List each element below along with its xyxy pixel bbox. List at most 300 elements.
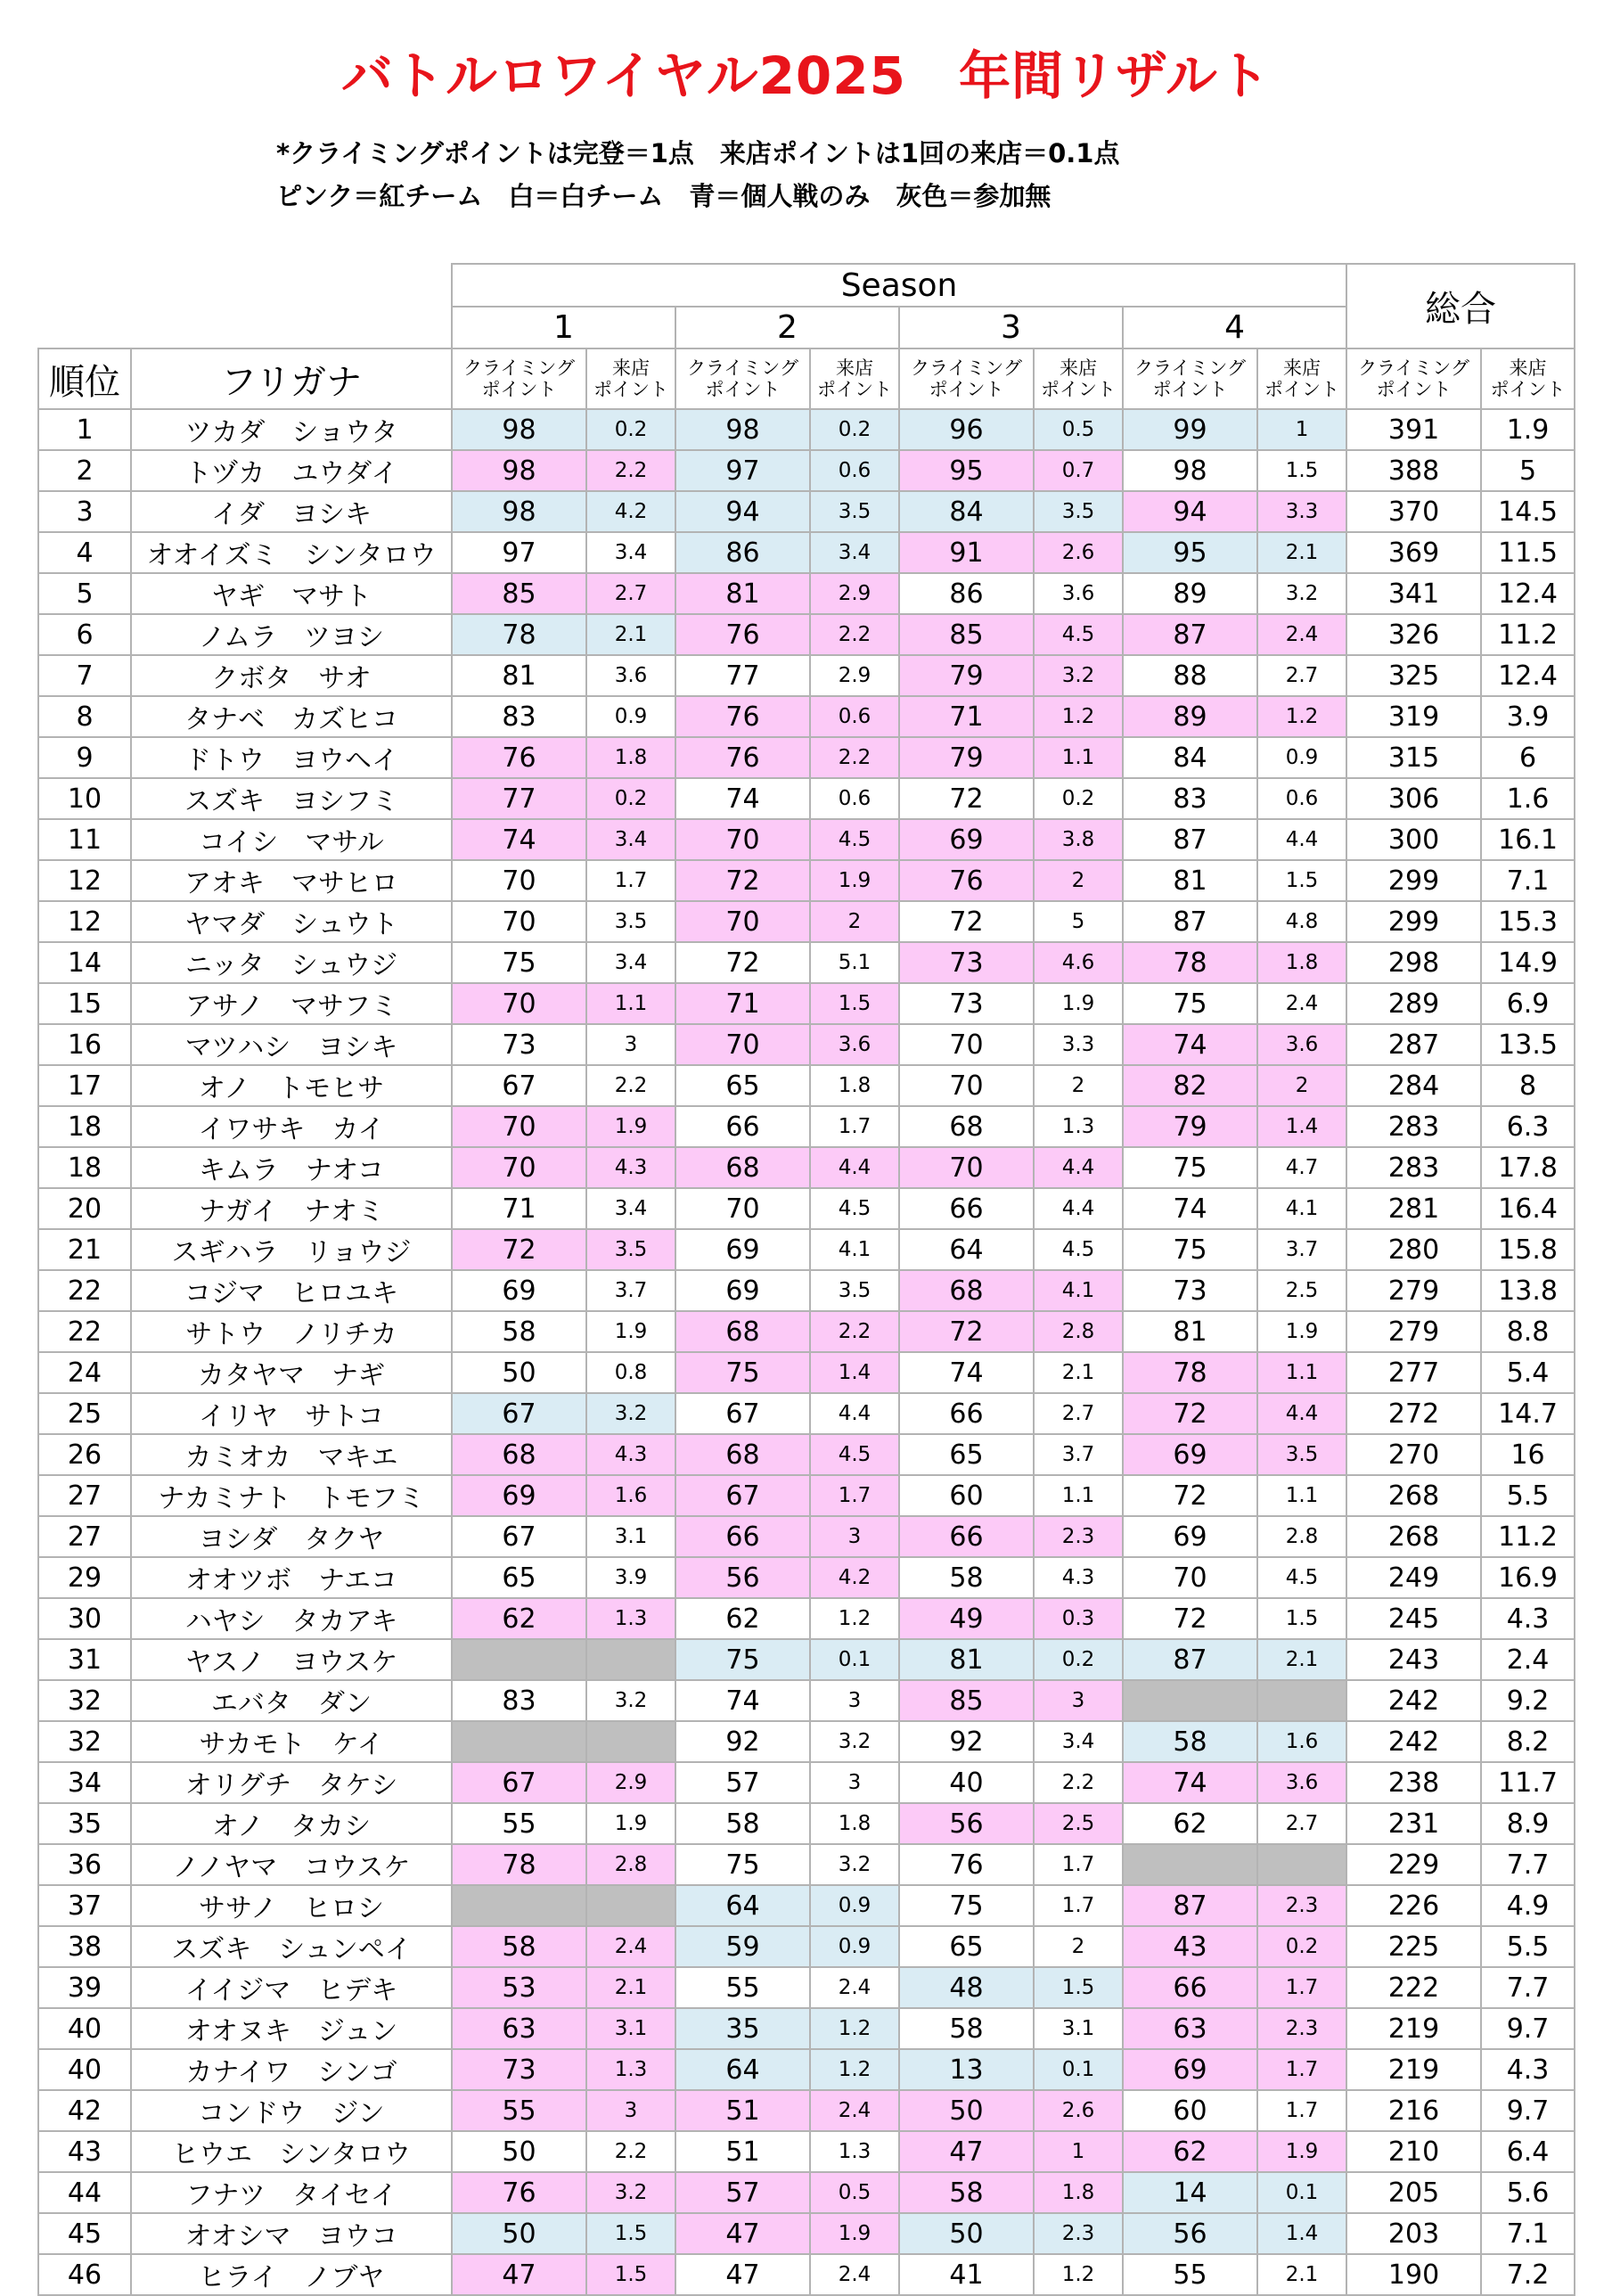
season-4-visit-cell: 1.7	[1257, 1967, 1346, 2008]
total-climb-cell: 243	[1346, 1639, 1481, 1680]
rank-cell: 32	[38, 1721, 131, 1762]
season-3-climb-cell: 72	[899, 778, 1034, 819]
season-3-visit-cell: 1.7	[1034, 1885, 1123, 1926]
table-row	[38, 737, 1575, 778]
season-2-climb-cell: 76	[675, 696, 810, 737]
season-1-climb-cell: 76	[452, 737, 586, 778]
rank-cell: 43	[38, 2131, 131, 2172]
season-2-visit-cell: 1.5	[810, 983, 899, 1024]
season-1-climb-cell: 47	[452, 2254, 586, 2295]
season-3-climb-cell: 60	[899, 1475, 1034, 1516]
name-cell: ヒライ ノブヤ	[131, 2254, 452, 2295]
table-row	[38, 491, 1575, 532]
table-row	[38, 1024, 1575, 1065]
total-climb-cell: 225	[1346, 1926, 1481, 1967]
season-1-visit-cell: 1.6	[586, 1475, 675, 1516]
rank-cell: 32	[38, 1680, 131, 1721]
table-row	[38, 450, 1575, 491]
season-3-visit-cell: 2.3	[1034, 2213, 1123, 2254]
season-1-visit-cell: 3.1	[586, 2008, 675, 2049]
name-cell: アサノ マサフミ	[131, 983, 452, 1024]
season-4-visit-cell: 1.4	[1257, 1106, 1346, 1147]
total-climb-cell: 283	[1346, 1106, 1481, 1147]
season-4-climb-cell: 74	[1123, 1762, 1257, 1803]
name-cell: カミオカ マキエ	[131, 1434, 452, 1475]
season-3-visit-cell: 3.2	[1034, 655, 1123, 696]
total-visit-cell: 7.7	[1481, 1844, 1575, 1885]
note-line-2: ピンク＝紅チーム 白＝白チーム 青＝個人戦のみ 灰色＝参加無	[276, 181, 1051, 211]
name-cell: オオヌキ ジュン	[131, 2008, 452, 2049]
table-row	[38, 819, 1575, 860]
season-1-visit-cell: 3.4	[586, 1188, 675, 1229]
name-cell: サトウ ノリチカ	[131, 1311, 452, 1352]
season-2-climb-cell: 62	[675, 1598, 810, 1639]
table-row	[38, 1188, 1575, 1229]
season-1-climb-cell: 78	[452, 614, 586, 655]
total-visit-cell: 5.5	[1481, 1475, 1575, 1516]
season-1-visit-cell: 3.5	[586, 901, 675, 942]
season-2-climb-cell: 74	[675, 778, 810, 819]
table-row	[38, 1270, 1575, 1311]
season-3-visit-cell: 3.7	[1034, 1434, 1123, 1475]
total-climb-cell: 238	[1346, 1762, 1481, 1803]
season-1-climb-cell: 55	[452, 2090, 586, 2131]
season-2-visit-cell: 3.5	[810, 1270, 899, 1311]
season-2-visit-cell: 2.2	[810, 737, 899, 778]
season-1-visit-cell: 2.2	[586, 2131, 675, 2172]
season-3-visit-cell: 4.1	[1034, 1270, 1123, 1311]
climbing-points-header-line-1: クライミング	[911, 357, 1022, 379]
season-4-climb-cell: 87	[1123, 901, 1257, 942]
name-cell: ニッタ シュウジ	[131, 942, 452, 983]
season-3-climb-cell: 65	[899, 1434, 1034, 1475]
season-4-visit-cell: 0.6	[1257, 778, 1346, 819]
season-3-visit-cell: 2.3	[1034, 1516, 1123, 1557]
season-4-climb-cell: 94	[1123, 491, 1257, 532]
total-climb-cell: 205	[1346, 2172, 1481, 2213]
season-2-visit-cell: 2.2	[810, 614, 899, 655]
season-2-visit-cell: 2	[810, 901, 899, 942]
name-cell: ノノヤマ コウスケ	[131, 1844, 452, 1885]
season-4-visit-cell: 2.4	[1257, 983, 1346, 1024]
season-1-climb-cell: 98	[452, 409, 586, 450]
season-2-climb-cell: 69	[675, 1270, 810, 1311]
season-1-climb-cell: 72	[452, 1229, 586, 1270]
name-cell: ハヤシ タカアキ	[131, 1598, 452, 1639]
rank-cell: 2	[38, 450, 131, 491]
season-4-climb-cell: 14	[1123, 2172, 1257, 2213]
total-visit-cell: 11.5	[1481, 532, 1575, 573]
rank-cell: 29	[38, 1557, 131, 1598]
name-cell: ヤギ マサト	[131, 573, 452, 614]
ranking-body	[38, 409, 1575, 2295]
season-4-climb-cell: 87	[1123, 614, 1257, 655]
season-4-visit-cell: 4.8	[1257, 901, 1346, 942]
season-2-climb-cell: 67	[675, 1393, 810, 1434]
season-3-visit-cell: 0.5	[1034, 409, 1123, 450]
rank-cell: 40	[38, 2049, 131, 2090]
name-header: フリガナ	[131, 348, 452, 409]
season-1-visit-cell: 2.2	[586, 450, 675, 491]
total-visit-cell: 6.3	[1481, 1106, 1575, 1147]
total-climb-cell: 190	[1346, 2254, 1481, 2295]
season-1-climb-cell: 70	[452, 901, 586, 942]
total-visit-cell: 11.2	[1481, 614, 1575, 655]
total-visit-cell: 2.4	[1481, 1639, 1575, 1680]
table-row	[38, 942, 1575, 983]
season-4-climb-cell: 58	[1123, 1721, 1257, 1762]
total-visit-cell: 16.4	[1481, 1188, 1575, 1229]
season-2-climb-cell: 57	[675, 1762, 810, 1803]
total-climb-cell: 219	[1346, 2008, 1481, 2049]
rank-cell: 18	[38, 1106, 131, 1147]
total-climb-cell: 219	[1346, 2049, 1481, 2090]
total-visit-cell: 6.9	[1481, 983, 1575, 1024]
season-1-climb-cell: 73	[452, 1024, 586, 1065]
name-cell: マツハシ ヨシキ	[131, 1024, 452, 1065]
season-2-climb-cell: 92	[675, 1721, 810, 1762]
season-3-visit-cell: 3	[1034, 1680, 1123, 1721]
table-row	[38, 1065, 1575, 1106]
season-3-visit-cell: 1.1	[1034, 737, 1123, 778]
season-2-visit-cell: 4.5	[810, 1188, 899, 1229]
season-3-visit-cell: 4.5	[1034, 614, 1123, 655]
season-2-climb-cell: 76	[675, 614, 810, 655]
season-2-climb-cell: 66	[675, 1106, 810, 1147]
visit-points-header-line-1: 来店	[1509, 357, 1547, 379]
season-2-visit-cell: 4.1	[810, 1229, 899, 1270]
season-4-climb-cell: 70	[1123, 1557, 1257, 1598]
season-2-climb-cell: 70	[675, 1024, 810, 1065]
season-2-climb-cell: 71	[675, 983, 810, 1024]
page-title: バトルロワイヤル2025 年間リザルト	[341, 45, 1271, 106]
total-visit-cell: 16.1	[1481, 819, 1575, 860]
name-cell: ナガイ ナオミ	[131, 1188, 452, 1229]
season-1-climb-cell: 50	[452, 2131, 586, 2172]
season-3-climb-cell: 70	[899, 1024, 1034, 1065]
rank-cell: 7	[38, 655, 131, 696]
season-3-climb-cell: 69	[899, 819, 1034, 860]
season-1-visit-cell: 2.4	[586, 1926, 675, 1967]
name-cell: ツカダ ショウタ	[131, 409, 452, 450]
total-visit-cell: 12.4	[1481, 655, 1575, 696]
season-1-visit-cell: 2.7	[586, 573, 675, 614]
season-3-climb-cell: 66	[899, 1516, 1034, 1557]
total-climb-cell: 391	[1346, 409, 1481, 450]
rank-cell: 21	[38, 1229, 131, 1270]
total-climb-cell: 231	[1346, 1803, 1481, 1844]
season-4-visit-cell: 3.6	[1257, 1762, 1346, 1803]
season-3-climb-cell: 91	[899, 532, 1034, 573]
season-4-climb-cell: 87	[1123, 1639, 1257, 1680]
season-1-climb-cell: 55	[452, 1803, 586, 1844]
season-1-visit-cell: 3.2	[586, 1680, 675, 1721]
rank-cell: 37	[38, 1885, 131, 1926]
season-1-climb-cell	[452, 1721, 586, 1762]
season-3-climb-cell: 49	[899, 1598, 1034, 1639]
season-1-header: 1	[452, 307, 675, 348]
season-4-visit-cell: 4.7	[1257, 1147, 1346, 1188]
season-3-visit-cell: 2.2	[1034, 1762, 1123, 1803]
season-1-visit-cell	[586, 1721, 675, 1762]
season-1-climb-cell: 67	[452, 1516, 586, 1557]
total-climb-cell: 203	[1346, 2213, 1481, 2254]
climbing-points-header-line-2: ポイント	[929, 379, 1004, 400]
name-cell: カタヤマ ナギ	[131, 1352, 452, 1393]
season-2-visit-cell: 0.1	[810, 1639, 899, 1680]
season-4-climb-cell: 88	[1123, 655, 1257, 696]
season-3-climb-cell: 65	[899, 1926, 1034, 1967]
climbing-points-header-line-1: クライミング	[1134, 357, 1246, 379]
total-climb-cell: 229	[1346, 1844, 1481, 1885]
table-row	[38, 2172, 1575, 2213]
season-2-climb-cell: 86	[675, 532, 810, 573]
season-3-climb-cell: 56	[899, 1803, 1034, 1844]
name-cell: ヨシダ タクヤ	[131, 1516, 452, 1557]
total-visit-cell: 9.7	[1481, 2090, 1575, 2131]
total-visit-cell: 5.5	[1481, 1926, 1575, 1967]
season-3-visit-cell: 5	[1034, 901, 1123, 942]
name-cell: コンドウ ジン	[131, 2090, 452, 2131]
rank-cell: 12	[38, 901, 131, 942]
season-3-climb-cell: 70	[899, 1065, 1034, 1106]
table-row	[38, 409, 1575, 450]
name-cell: オオツボ ナエコ	[131, 1557, 452, 1598]
season-3-climb-cell: 72	[899, 1311, 1034, 1352]
total-visit-cell: 11.2	[1481, 1516, 1575, 1557]
season-1-visit-cell: 0.9	[586, 696, 675, 737]
season-2-visit-cell: 1.3	[810, 2131, 899, 2172]
season-3-climb-cell: 58	[899, 2172, 1034, 2213]
table-row	[38, 573, 1575, 614]
rank-header: 順位	[38, 348, 131, 409]
total-visit-cell: 8.2	[1481, 1721, 1575, 1762]
season-2-visit-cell: 3	[810, 1680, 899, 1721]
name-cell: ヤマダ シュウト	[131, 901, 452, 942]
season-1-climb-cell: 58	[452, 1926, 586, 1967]
season-2-visit-cell: 1.4	[810, 1352, 899, 1393]
total-visit-cell: 4.9	[1481, 1885, 1575, 1926]
season-1-visit-cell: 3.6	[586, 655, 675, 696]
season-4-visit-cell: 2.8	[1257, 1516, 1346, 1557]
season-2-climb-cell: 47	[675, 2213, 810, 2254]
season-4-climb-cell: 72	[1123, 1475, 1257, 1516]
rank-cell: 46	[38, 2254, 131, 2295]
season-2-visit-cell: 2.9	[810, 655, 899, 696]
season-1-visit-cell: 3.4	[586, 819, 675, 860]
season-2-visit-cell: 4.2	[810, 1557, 899, 1598]
season-2-visit-cell: 0.6	[810, 778, 899, 819]
climbing-points-header-line-1: クライミング	[463, 357, 575, 379]
season-2-climb-cell: 65	[675, 1065, 810, 1106]
season-4-climb-cell: 75	[1123, 1229, 1257, 1270]
visit-points-header-line-2: ポイント	[817, 379, 892, 400]
season-3-visit-cell: 4.5	[1034, 1229, 1123, 1270]
season-3-climb-cell: 50	[899, 2213, 1034, 2254]
note-line-1: *クライミングポイントは完登＝1点 来店ポイントは1回の来店＝0.1点	[276, 138, 1120, 168]
season-3-climb-cell: 47	[899, 2131, 1034, 2172]
season-4-climb-cell: 72	[1123, 1598, 1257, 1639]
rank-cell: 25	[38, 1393, 131, 1434]
rank-cell: 5	[38, 573, 131, 614]
season-4-visit-cell: 2.1	[1257, 1639, 1346, 1680]
season-4-visit-cell: 1.2	[1257, 696, 1346, 737]
season-4-climb-cell: 83	[1123, 778, 1257, 819]
season-3-visit-cell: 3.3	[1034, 1024, 1123, 1065]
season-4-visit-cell: 2.4	[1257, 614, 1346, 655]
subheader-row	[38, 348, 1575, 409]
rank-cell: 18	[38, 1147, 131, 1188]
season-2-visit-cell: 3.2	[810, 1721, 899, 1762]
season-2-visit-cell: 1.2	[810, 2049, 899, 2090]
season-4-climb-cell: 69	[1123, 1516, 1257, 1557]
season-4-climb-cell: 95	[1123, 532, 1257, 573]
season-2-visit-cell: 2.4	[810, 1967, 899, 2008]
season-1-visit-cell: 3	[586, 2090, 675, 2131]
total-climb-cell: 369	[1346, 532, 1481, 573]
season-1-visit-cell: 3.2	[586, 1393, 675, 1434]
season-4-climb-cell: 72	[1123, 1393, 1257, 1434]
season-2-visit-cell: 1.2	[810, 1598, 899, 1639]
total-climb-cell: 289	[1346, 983, 1481, 1024]
season-2-climb-cell: 68	[675, 1311, 810, 1352]
climbing-points-header-line-1: クライミング	[687, 357, 798, 379]
total-climb-cell: 242	[1346, 1721, 1481, 1762]
table-row	[38, 1516, 1575, 1557]
total-climb-cell: 388	[1346, 450, 1481, 491]
season-2-climb-cell: 51	[675, 2131, 810, 2172]
season-2-visit-cell: 0.6	[810, 450, 899, 491]
rank-cell: 20	[38, 1188, 131, 1229]
name-cell: ササノ ヒロシ	[131, 1885, 452, 1926]
rank-cell: 44	[38, 2172, 131, 2213]
season-1-climb-cell: 50	[452, 2213, 586, 2254]
season-4-visit-cell: 4.5	[1257, 1557, 1346, 1598]
total-visit-cell: 5.6	[1481, 2172, 1575, 2213]
total-visit-cell: 1.6	[1481, 778, 1575, 819]
season-2-visit-cell: 4.4	[810, 1393, 899, 1434]
season-2-visit-cell: 1.9	[810, 860, 899, 901]
season-4-visit-cell: 2.7	[1257, 655, 1346, 696]
climbing-points-header	[1123, 348, 1257, 409]
season-4-climb-cell: 66	[1123, 1967, 1257, 2008]
season-3-visit-cell: 3.6	[1034, 573, 1123, 614]
season-4-climb-cell: 73	[1123, 1270, 1257, 1311]
climbing-points-header	[1346, 348, 1481, 409]
season-1-visit-cell	[586, 1885, 675, 1926]
total-climb-cell: 280	[1346, 1229, 1481, 1270]
total-climb-cell: 341	[1346, 573, 1481, 614]
season-2-visit-cell: 1.8	[810, 1803, 899, 1844]
table-row	[38, 983, 1575, 1024]
season-3-visit-cell: 3.4	[1034, 1721, 1123, 1762]
season-2-visit-cell: 3.6	[810, 1024, 899, 1065]
rank-cell: 35	[38, 1803, 131, 1844]
season-3-visit-cell: 2.6	[1034, 532, 1123, 573]
table-row	[38, 2131, 1575, 2172]
season-4-climb-cell: 82	[1123, 1065, 1257, 1106]
name-cell: コイシ マサル	[131, 819, 452, 860]
season-3-visit-cell: 1.2	[1034, 696, 1123, 737]
table-row	[38, 1352, 1575, 1393]
season-1-climb-cell: 81	[452, 655, 586, 696]
total-visit-cell: 11.7	[1481, 1762, 1575, 1803]
season-4-climb-cell: 75	[1123, 983, 1257, 1024]
name-cell: スギハラ リョウジ	[131, 1229, 452, 1270]
total-climb-cell: 287	[1346, 1024, 1481, 1065]
season-4-visit-cell: 1.1	[1257, 1352, 1346, 1393]
season-4-visit-cell: 3.3	[1257, 491, 1346, 532]
season-2-visit-cell: 0.9	[810, 1926, 899, 1967]
name-cell: キムラ ナオコ	[131, 1147, 452, 1188]
season-2-visit-cell: 3.2	[810, 1844, 899, 1885]
season-1-climb-cell: 74	[452, 819, 586, 860]
season-3-visit-cell: 1.3	[1034, 1106, 1123, 1147]
name-cell: フナツ タイセイ	[131, 2172, 452, 2213]
season-4-visit-cell: 1.1	[1257, 1475, 1346, 1516]
season-2-visit-cell: 0.6	[810, 696, 899, 737]
table-row	[38, 655, 1575, 696]
season-2-climb-cell: 98	[675, 409, 810, 450]
season-header: Season	[452, 264, 1346, 307]
total-visit-cell: 4.3	[1481, 1598, 1575, 1639]
season-2-climb-cell: 66	[675, 1516, 810, 1557]
season-3-visit-cell: 0.3	[1034, 1598, 1123, 1639]
season-1-climb-cell: 58	[452, 1311, 586, 1352]
season-4-visit-cell: 2.3	[1257, 2008, 1346, 2049]
climbing-points-header-line-2: ポイント	[481, 379, 557, 400]
table-row	[38, 2049, 1575, 2090]
season-2-visit-cell: 4.4	[810, 1147, 899, 1188]
season-2-climb-cell: 75	[675, 1639, 810, 1680]
total-climb-cell: 226	[1346, 1885, 1481, 1926]
season-4-climb-cell: 75	[1123, 1147, 1257, 1188]
total-visit-cell: 15.3	[1481, 901, 1575, 942]
total-climb-cell: 370	[1346, 491, 1481, 532]
season-4-climb-cell: 60	[1123, 2090, 1257, 2131]
season-1-climb-cell: 78	[452, 1844, 586, 1885]
total-visit-cell: 6.4	[1481, 2131, 1575, 2172]
season-4-climb-cell: 62	[1123, 2131, 1257, 2172]
season-2-visit-cell: 2.4	[810, 2090, 899, 2131]
season-3-visit-cell: 2	[1034, 1926, 1123, 1967]
season-1-visit-cell: 1.8	[586, 737, 675, 778]
season-2-visit-cell: 4.5	[810, 819, 899, 860]
season-4-climb-cell: 79	[1123, 1106, 1257, 1147]
season-1-climb-cell: 98	[452, 491, 586, 532]
total-climb-cell: 245	[1346, 1598, 1481, 1639]
rank-cell: 38	[38, 1926, 131, 1967]
visit-points-header	[1257, 348, 1346, 409]
table-row	[38, 1926, 1575, 1967]
season-4-visit-cell: 0.9	[1257, 737, 1346, 778]
rank-cell: 30	[38, 1598, 131, 1639]
table-row	[38, 1311, 1575, 1352]
season-4-climb-cell: 84	[1123, 737, 1257, 778]
total-visit-cell: 1.9	[1481, 409, 1575, 450]
season-1-climb-cell	[452, 1885, 586, 1926]
season-4-visit-cell: 3.6	[1257, 1024, 1346, 1065]
table-row	[38, 2090, 1575, 2131]
season-3-visit-cell: 2	[1034, 860, 1123, 901]
season-4-visit-cell: 2.1	[1257, 2254, 1346, 2295]
total-visit-cell: 5.4	[1481, 1352, 1575, 1393]
table-row	[38, 1680, 1575, 1721]
season-4-climb-cell: 62	[1123, 1803, 1257, 1844]
season-1-climb-cell	[452, 1639, 586, 1680]
total-visit-cell: 16	[1481, 1434, 1575, 1475]
season-1-climb-cell: 67	[452, 1065, 586, 1106]
